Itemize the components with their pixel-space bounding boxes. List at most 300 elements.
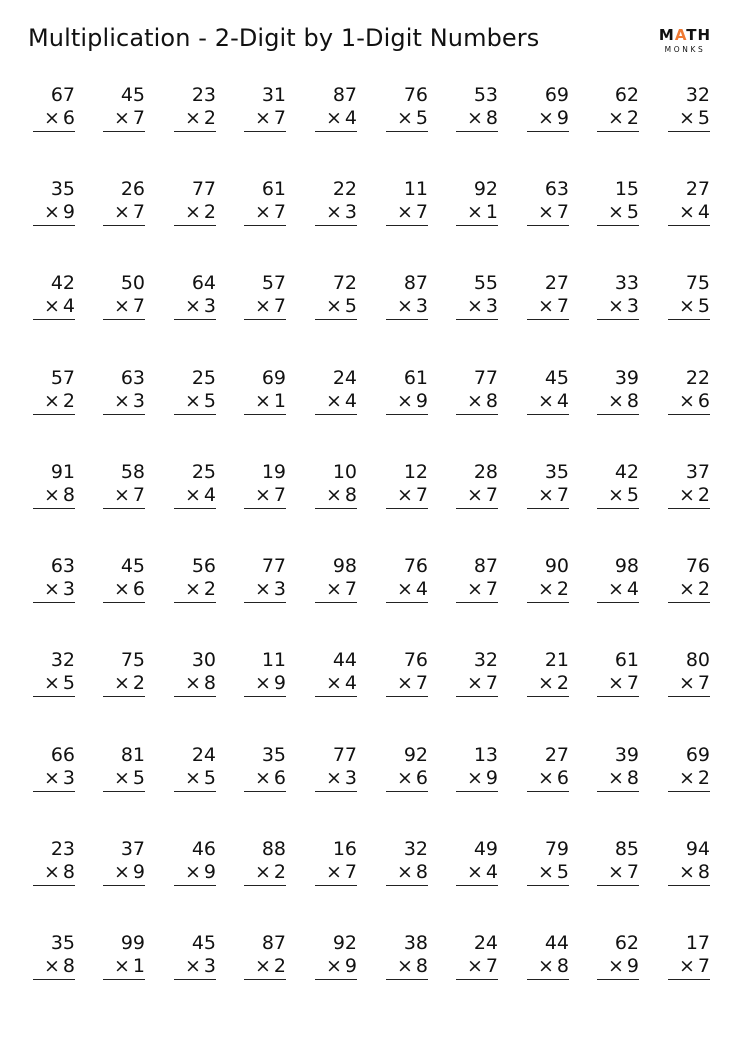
multiplier-row [114, 201, 145, 223]
multiplication-problem [33, 744, 75, 792]
answer-line [456, 319, 498, 320]
multiplier-row [679, 672, 710, 694]
multiplicand: 75 [685, 272, 710, 294]
multiplication-problem [315, 178, 357, 226]
multiplication-problem [174, 649, 216, 697]
multiplicand: 77 [473, 367, 498, 389]
times-sign: × [537, 201, 554, 223]
multiplication-problem [456, 367, 498, 415]
multiplier: 7 [132, 201, 145, 223]
multiplication-problem [597, 367, 639, 415]
multiplication-problem [103, 932, 145, 980]
times-sign: × [325, 578, 342, 600]
answer-line [315, 602, 357, 603]
multiplication-problem [174, 932, 216, 980]
multiplication-problem [103, 555, 145, 603]
answer-line [315, 414, 357, 415]
multiplication-problem [668, 84, 710, 132]
multiplicand: 98 [614, 555, 639, 577]
multiplier: 4 [626, 578, 639, 600]
multiplier: 2 [203, 201, 216, 223]
times-sign: × [396, 484, 413, 506]
answer-line [315, 885, 357, 886]
times-sign: × [466, 672, 483, 694]
multiplier-row [679, 201, 710, 223]
answer-line [527, 696, 569, 697]
multiplier-row [538, 861, 569, 883]
multiplier-row [679, 484, 710, 506]
answer-line [33, 602, 75, 603]
multiplier-row [467, 578, 498, 600]
answer-line [456, 508, 498, 509]
multiplier-row [255, 672, 286, 694]
multiplicand: 85 [614, 838, 639, 860]
multiplicand: 99 [120, 932, 145, 954]
times-sign: × [466, 767, 483, 789]
multiplication-problem [456, 555, 498, 603]
multiplier-row [326, 767, 357, 789]
answer-line [456, 131, 498, 132]
multiplier-row [255, 955, 286, 977]
multiplicand: 77 [191, 178, 216, 200]
multiplication-problem [174, 461, 216, 509]
multiplication-problem [527, 555, 569, 603]
answer-line [174, 508, 216, 509]
logo-main-text: MATH [658, 26, 712, 44]
answer-line [244, 131, 286, 132]
times-sign: × [466, 390, 483, 412]
times-sign: × [113, 107, 130, 129]
multiplication-problem [456, 84, 498, 132]
multiplicand: 94 [685, 838, 710, 860]
answer-line [527, 602, 569, 603]
multiplication-problem [315, 838, 357, 886]
answer-line [386, 414, 428, 415]
multiplicand: 87 [473, 555, 498, 577]
times-sign: × [537, 578, 554, 600]
multiplier: 8 [62, 955, 75, 977]
times-sign: × [254, 767, 271, 789]
multiplicand: 22 [685, 367, 710, 389]
multiplier-row [44, 861, 75, 883]
multiplicand: 57 [50, 367, 75, 389]
multiplication-problem [315, 555, 357, 603]
multiplicand: 35 [50, 932, 75, 954]
multiplicand: 45 [544, 367, 569, 389]
times-sign: × [396, 767, 413, 789]
multiplication-problem [386, 555, 428, 603]
multiplier: 4 [556, 390, 569, 412]
answer-line [244, 696, 286, 697]
multiplication-problem [33, 178, 75, 226]
multiplication-problem [597, 84, 639, 132]
answer-line [103, 791, 145, 792]
times-sign: × [678, 484, 695, 506]
multiplication-problem [386, 838, 428, 886]
multiplier-row [255, 578, 286, 600]
logo-sub-text: MONKS [664, 45, 706, 54]
multiplier: 4 [344, 107, 357, 129]
answer-line [668, 225, 710, 226]
multiplier-row [326, 390, 357, 412]
multiplier: 8 [344, 484, 357, 506]
multiplier: 5 [203, 767, 216, 789]
multiplicand: 39 [614, 367, 639, 389]
multiplicand: 17 [685, 932, 710, 954]
multiplicand: 76 [685, 555, 710, 577]
times-sign: × [43, 201, 60, 223]
multiplication-problem [103, 649, 145, 697]
multiplier: 5 [556, 861, 569, 883]
times-sign: × [537, 295, 554, 317]
multiplier-row [114, 484, 145, 506]
multiplication-problem [386, 367, 428, 415]
answer-line [456, 602, 498, 603]
multiplier-row [397, 295, 428, 317]
multiplier-row [679, 390, 710, 412]
answer-line [315, 791, 357, 792]
multiplier-row [538, 107, 569, 129]
multiplier: 7 [626, 672, 639, 694]
multiplier: 7 [415, 201, 428, 223]
answer-line [244, 225, 286, 226]
multiplication-problem [174, 272, 216, 320]
multiplier: 2 [697, 578, 710, 600]
multiplicand: 37 [685, 461, 710, 483]
multiplicand: 61 [403, 367, 428, 389]
multiplier: 7 [132, 484, 145, 506]
multiplier: 4 [344, 390, 357, 412]
multiplicand: 62 [614, 84, 639, 106]
times-sign: × [43, 484, 60, 506]
multiplier-row [255, 861, 286, 883]
multiplier: 6 [132, 578, 145, 600]
multiplier: 2 [697, 484, 710, 506]
multiplier-row [185, 107, 216, 129]
multiplier: 5 [203, 390, 216, 412]
times-sign: × [396, 390, 413, 412]
multiplication-problem [33, 838, 75, 886]
multiplicand: 44 [544, 932, 569, 954]
multiplier: 4 [415, 578, 428, 600]
multiplicand: 66 [50, 744, 75, 766]
multiplicand: 64 [191, 272, 216, 294]
multiplier: 3 [344, 201, 357, 223]
multiplier-row [397, 767, 428, 789]
multiplier-row [679, 767, 710, 789]
multiplier-row [608, 672, 639, 694]
multiplier-row [679, 955, 710, 977]
multiplication-problem [597, 838, 639, 886]
multiplier: 2 [626, 107, 639, 129]
answer-line [103, 225, 145, 226]
multiplier: 2 [556, 672, 569, 694]
multiplier-row [326, 107, 357, 129]
multiplication-problem [527, 838, 569, 886]
times-sign: × [254, 295, 271, 317]
times-sign: × [43, 107, 60, 129]
multiplier: 7 [485, 955, 498, 977]
multiplier-row [608, 578, 639, 600]
multiplier: 9 [132, 861, 145, 883]
multiplier-row [255, 295, 286, 317]
multiplicand: 38 [403, 932, 428, 954]
multiplier-row [114, 390, 145, 412]
multiplicand: 22 [332, 178, 357, 200]
multiplier-row [538, 767, 569, 789]
answer-line [174, 131, 216, 132]
multiplier-row [255, 484, 286, 506]
multiplication-problem [527, 461, 569, 509]
answer-line [597, 319, 639, 320]
times-sign: × [678, 767, 695, 789]
answer-line [244, 508, 286, 509]
answer-line [315, 131, 357, 132]
multiplier-row [185, 201, 216, 223]
multiplicand: 77 [332, 744, 357, 766]
multiplier-row [185, 578, 216, 600]
multiplier-row [679, 578, 710, 600]
multiplier-row [114, 955, 145, 977]
multiplicand: 46 [191, 838, 216, 860]
multiplier: 7 [697, 672, 710, 694]
multiplication-problem [174, 744, 216, 792]
multiplicand: 31 [261, 84, 286, 106]
multiplicand: 24 [191, 744, 216, 766]
multiplication-problem [244, 367, 286, 415]
multiplier-row [397, 955, 428, 977]
times-sign: × [43, 767, 60, 789]
multiplication-problem [456, 649, 498, 697]
multiplier-row [255, 107, 286, 129]
multiplication-problem [386, 84, 428, 132]
times-sign: × [254, 107, 271, 129]
multiplication-problem [315, 367, 357, 415]
answer-line [597, 508, 639, 509]
answer-line [386, 979, 428, 980]
answer-line [244, 979, 286, 980]
multiplication-problem [315, 932, 357, 980]
multiplication-problem [668, 367, 710, 415]
multiplier-row [326, 201, 357, 223]
multiplier: 7 [415, 672, 428, 694]
multiplier: 7 [132, 295, 145, 317]
multiplier-row [114, 767, 145, 789]
multiplicand: 37 [120, 838, 145, 860]
times-sign: × [607, 578, 624, 600]
answer-line [386, 602, 428, 603]
multiplicand: 76 [403, 84, 428, 106]
answer-line [668, 508, 710, 509]
multiplication-problem [174, 555, 216, 603]
multiplication-problem [527, 367, 569, 415]
times-sign: × [184, 201, 201, 223]
multiplication-problem [456, 744, 498, 792]
answer-line [386, 508, 428, 509]
times-sign: × [466, 107, 483, 129]
multiplier: 9 [485, 767, 498, 789]
multiplicand: 13 [473, 744, 498, 766]
multiplicand: 10 [332, 461, 357, 483]
multiplier: 8 [556, 955, 569, 977]
multiplier-row [608, 390, 639, 412]
multiplicand: 45 [120, 84, 145, 106]
answer-line [174, 602, 216, 603]
answer-line [315, 319, 357, 320]
answer-line [597, 885, 639, 886]
multiplicand: 69 [685, 744, 710, 766]
multiplier: 1 [273, 390, 286, 412]
times-sign: × [466, 861, 483, 883]
multiplier-row [608, 861, 639, 883]
times-sign: × [678, 672, 695, 694]
answer-line [103, 696, 145, 697]
multiplication-problem [244, 272, 286, 320]
multiplier-row [44, 484, 75, 506]
answer-line [386, 885, 428, 886]
times-sign: × [113, 955, 130, 977]
times-sign: × [113, 578, 130, 600]
multiplication-problem [527, 932, 569, 980]
multiplier: 7 [344, 861, 357, 883]
multiplier: 7 [273, 107, 286, 129]
times-sign: × [113, 295, 130, 317]
times-sign: × [43, 955, 60, 977]
answer-line [174, 979, 216, 980]
multiplier: 3 [485, 295, 498, 317]
times-sign: × [678, 295, 695, 317]
multiplication-problem [527, 744, 569, 792]
multiplier: 9 [203, 861, 216, 883]
answer-line [668, 319, 710, 320]
times-sign: × [607, 107, 624, 129]
multiplicand: 27 [544, 272, 569, 294]
multiplication-problem [315, 744, 357, 792]
multiplier: 8 [626, 767, 639, 789]
multiplicand: 27 [544, 744, 569, 766]
multiplier: 5 [132, 767, 145, 789]
times-sign: × [184, 484, 201, 506]
answer-line [33, 414, 75, 415]
multiplier: 4 [344, 672, 357, 694]
times-sign: × [537, 484, 554, 506]
multiplication-problem [597, 461, 639, 509]
times-sign: × [466, 484, 483, 506]
multiplier-row [326, 955, 357, 977]
multiplication-problem [174, 84, 216, 132]
multiplicand: 23 [191, 84, 216, 106]
multiplier: 2 [273, 861, 286, 883]
multiplier-row [44, 201, 75, 223]
times-sign: × [254, 861, 271, 883]
multiplier-row [538, 295, 569, 317]
times-sign: × [254, 672, 271, 694]
multiplier: 7 [132, 107, 145, 129]
multiplier: 8 [203, 672, 216, 694]
multiplier-row [44, 955, 75, 977]
multiplier: 7 [485, 672, 498, 694]
answer-line [103, 319, 145, 320]
multiplication-problem [33, 461, 75, 509]
answer-line [456, 414, 498, 415]
times-sign: × [396, 107, 413, 129]
multiplier-row [397, 861, 428, 883]
multiplicand: 45 [120, 555, 145, 577]
multiplication-problem [668, 555, 710, 603]
answer-line [315, 979, 357, 980]
answer-line [244, 791, 286, 792]
multiplication-problem [527, 178, 569, 226]
times-sign: × [113, 201, 130, 223]
multiplier-row [114, 107, 145, 129]
times-sign: × [678, 201, 695, 223]
multiplier-row [397, 201, 428, 223]
answer-line [668, 414, 710, 415]
multiplier-row [679, 107, 710, 129]
times-sign: × [113, 672, 130, 694]
multiplier-row [538, 390, 569, 412]
multiplier: 9 [556, 107, 569, 129]
times-sign: × [113, 861, 130, 883]
multiplier-row [44, 672, 75, 694]
multiplier-row [44, 107, 75, 129]
multiplicand: 67 [50, 84, 75, 106]
multiplier-row [185, 672, 216, 694]
multiplier-row [608, 955, 639, 977]
multiplicand: 87 [403, 272, 428, 294]
multiplier: 3 [626, 295, 639, 317]
answer-line [315, 696, 357, 697]
multiplier: 3 [273, 578, 286, 600]
times-sign: × [396, 201, 413, 223]
multiplier-row [467, 390, 498, 412]
multiplier: 2 [273, 955, 286, 977]
multiplicand: 39 [614, 744, 639, 766]
times-sign: × [184, 578, 201, 600]
times-sign: × [607, 672, 624, 694]
multiplier-row [397, 672, 428, 694]
multiplicand: 42 [50, 272, 75, 294]
multiplier-row [467, 484, 498, 506]
answer-line [668, 979, 710, 980]
multiplier: 5 [626, 484, 639, 506]
multiplier-row [185, 484, 216, 506]
multiplier-row [467, 767, 498, 789]
answer-line [597, 791, 639, 792]
multiplicand: 72 [332, 272, 357, 294]
multiplicand: 28 [473, 461, 498, 483]
multiplication-problem [386, 649, 428, 697]
answer-line [174, 885, 216, 886]
answer-line [103, 131, 145, 132]
multiplication-problem [527, 272, 569, 320]
multiplication-problem [668, 461, 710, 509]
multiplier-row [608, 201, 639, 223]
multiplication-problem [668, 649, 710, 697]
multiplicand: 75 [120, 649, 145, 671]
answer-line [527, 508, 569, 509]
answer-line [527, 885, 569, 886]
multiplier: 2 [203, 107, 216, 129]
multiplicand: 32 [50, 649, 75, 671]
multiplier-row [326, 578, 357, 600]
answer-line [33, 696, 75, 697]
times-sign: × [325, 201, 342, 223]
multiplier: 5 [697, 295, 710, 317]
multiplicand: 63 [120, 367, 145, 389]
answer-line [668, 885, 710, 886]
answer-line [174, 319, 216, 320]
